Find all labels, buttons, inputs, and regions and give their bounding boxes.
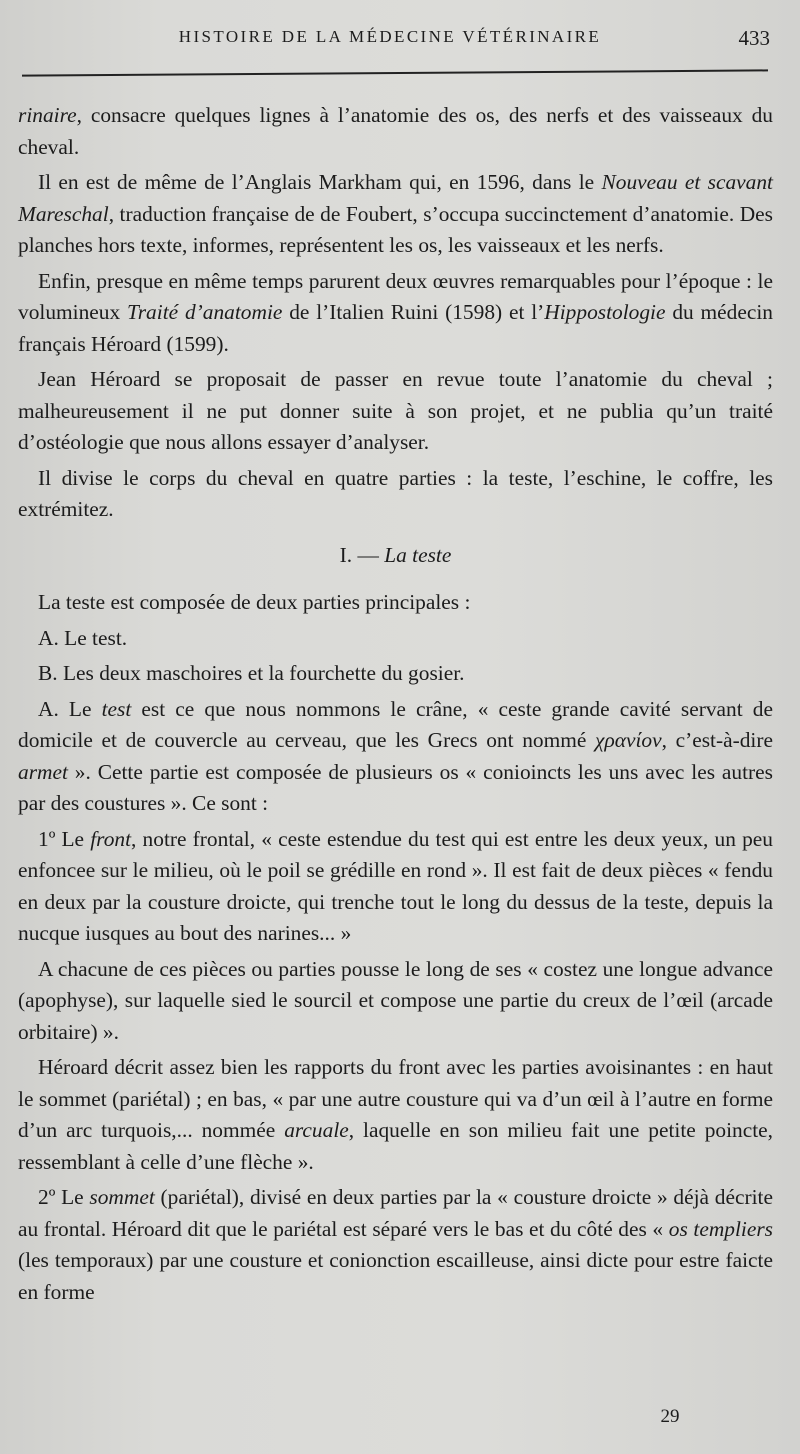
paragraph [18, 694, 773, 820]
signature-mark: 29 [660, 1406, 680, 1427]
text-run: Enfin, presque en même temps parurent deux œuvres remarquables pour l’époque : le volumineux [18, 268, 773, 324]
italic-text: Hippostologie [544, 300, 666, 324]
italic-text: os templiers [668, 1216, 773, 1241]
page-header [0, 0, 800, 85]
text-run: (pariétal), divisé en deux parties par la « cousture droicte » déjà décrite au frontal. Héroard dit que le pariétal est séparé vers le bas et du côté des « [18, 1185, 773, 1241]
text-run: du médecin français Héroard (1599). [18, 300, 773, 356]
text-run: ». Cette partie est composée de plusieurs os « conioincts les uns avec les autres par des coustures ». Ce sont : [18, 759, 773, 815]
body-text [18, 100, 773, 1312]
text-run: Héroard décrit assez bien les rapports du front avec les parties avoisinantes : en haut le sommet (pariétal) ; en bas, « par une autre cousture qui va d’un œil à l’autre en forme d’un arc turquois,... nommée [18, 1055, 773, 1142]
text-run: B. Les deux maschoires et la fourchette du gosier. [38, 661, 465, 685]
text-run: , notre frontal, « ceste estendue du test qui est entre les deux yeux, un peu enfoncee sur le milieu, où le poil se grédille en rond ». Il est fait de deux pièces « fendu en deux par la cousture droicte, qui trenche tout le long du dessus de la teste, depuis la nucque iusques au bout des narines... » [18, 826, 773, 945]
italic-text: armet [18, 759, 68, 784]
paragraph [18, 587, 773, 619]
paragraph [18, 266, 773, 361]
paragraph [18, 824, 773, 950]
italic-text: Nouveau et scavant Mareschal [18, 170, 773, 226]
text-run: , c’est-à-dire [661, 728, 773, 752]
running-title: HISTOIRE DE LA MÉDECINE VÉTÉRINAIRE [178, 27, 602, 46]
paragraph [18, 463, 773, 526]
italic-text: Traité d’anatomie [127, 300, 283, 324]
text-run: , laquelle en son milieu fait une petite poincte, ressemblant à celle d’une flèche ». [18, 1118, 774, 1174]
paragraph [18, 1182, 773, 1308]
text-run: , traduction française de de Foubert, s’occupa succinctement d’anatomie. Des planches hors texte, informes, représentent les os, les vaisseaux et les nerfs. [18, 201, 773, 257]
paragraph [18, 100, 773, 163]
paragraph [18, 167, 773, 262]
text-run: La teste est composée de deux parties principales : [38, 590, 471, 614]
paragraph [18, 954, 773, 1049]
section-heading [18, 540, 773, 572]
text-run: 2º Le [38, 1185, 90, 1209]
text-run: Jean Héroard se proposait de passer en revue toute l’anatomie du cheval ; malheureusement il ne put donner suite à son projet, et ne publia qu’un traité d’ostéologie que nous allons essayer d’analyser. [18, 367, 773, 454]
text-run: I. — [339, 542, 385, 567]
text-run: de l’Italien Ruini (1598) et l’ [282, 300, 545, 324]
text-run: A. Le test. [38, 625, 128, 650]
text-run: A. Le [38, 696, 102, 721]
text-run: A chacune de ces pièces ou parties pousse le long de ses « costez une longue advance (apophyse), sur laquelle sied le sourcil et compose une partie du creux de l’œil (arcade orbitaire) ». [18, 956, 773, 1044]
text-run: (les temporaux) par une cousture et conionction escailleuse, ainsi dicte pour estre faicte en forme [18, 1248, 773, 1304]
italic-text: La teste [384, 542, 452, 567]
text-run: Il divise le corps du cheval en quatre parties : la teste, l’eschine, le coffre, les extrémitez. [18, 465, 773, 521]
italic-text: arcuale [284, 1118, 349, 1142]
paragraph [18, 623, 773, 655]
paragraph [18, 1052, 773, 1178]
text-run: est ce que nous nommons le crâne, « ceste grande cavité servant de domicile et de couvercle au cerveau, que les Grecs ont nommé [18, 696, 773, 752]
italic-text: χρανίον [595, 728, 662, 752]
italic-text: rinaire [18, 103, 77, 127]
text-run: , consacre quelques lignes à l’anatomie des os, des nerfs et des vaisseaux du cheval. [18, 103, 773, 159]
header-rule [22, 69, 768, 76]
paragraph [18, 658, 773, 690]
italic-text: test [101, 696, 132, 721]
page-number: 433 [738, 26, 770, 50]
paragraph [18, 364, 773, 459]
italic-text: front [90, 826, 132, 851]
text-run: 1º Le [38, 826, 91, 851]
italic-text: sommet [89, 1185, 155, 1209]
text-run: Il en est de même de l’Anglais Markham qui, en 1596, dans le [38, 170, 602, 194]
